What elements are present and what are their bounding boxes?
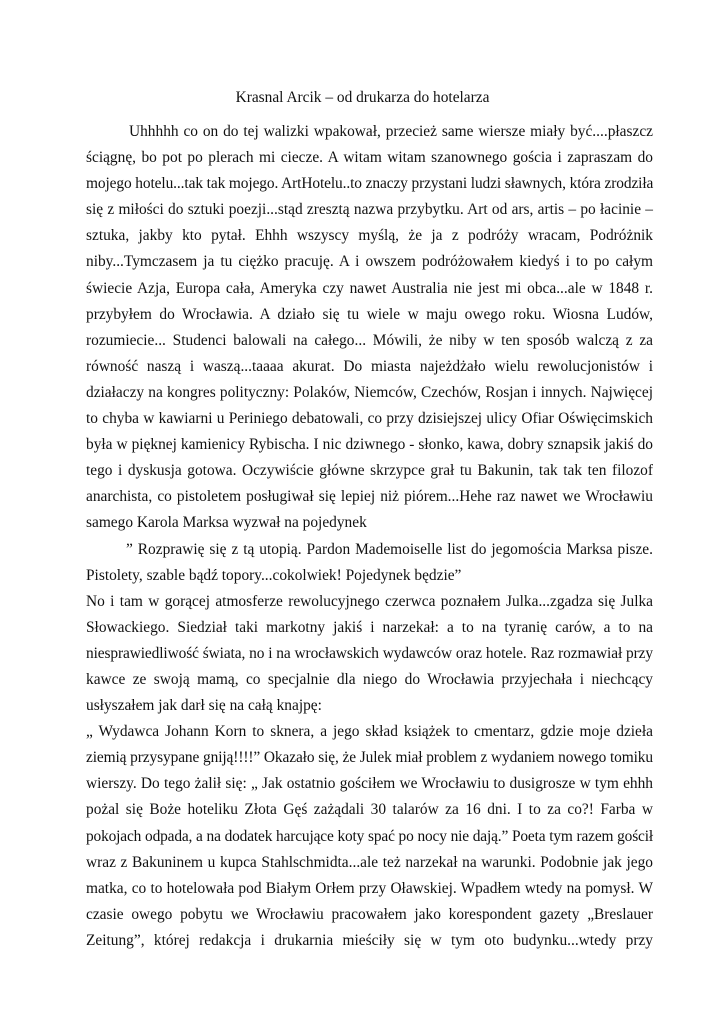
text-line: matka, co to hotelowała pod Białym Orłem przy Oławskiej. Wpadłem wtedy na pomysł. W — [86, 879, 653, 897]
text-line: usłyszałem jak darł się na całą knajpę: — [86, 697, 322, 715]
text-line: niby...Tymczasem ja tu ciężko pracuję. A i owszem podróżowałem kiedyś i to po całym — [86, 253, 653, 271]
text-line: Uhhhhh co on do tej walizki wpakował, przecież same wiersze miały być....płaszcz — [129, 123, 653, 140]
text-line: niesprawiedliwość świata, no i na wrocławskich wydawców oraz hotele. Raz rozmawiał przy — [86, 644, 653, 662]
text-line: świecie Azja, Europa cała, Ameryka czy nawet Australia nie jest mi obca...ale w 1848 r. — [86, 279, 653, 297]
text-line: Pistolety, szable bądź topory...cokolwiek! Pojedynek będzie” — [86, 566, 462, 584]
text-line: sztuka, jakby kto pytał. Ehhh wszyscy myślą, że ja z podróży wracam, Podróżnik — [86, 227, 653, 245]
text-line: No i tam w gorącej atmosferze rewolucyjnego czerwca poznałem Julka...zgadza się Julka — [86, 592, 653, 610]
text-line: pożal się Boże hoteliku Złota Gęś zażądali 30 talarów za 16 dni. I to za co?! Farba w — [86, 801, 653, 819]
text-line: ściągnę, bo pot po plerach mi ciecze. A witam witam szanownego gościa i zapraszam do — [86, 149, 653, 167]
text-line: się z miłości do sztuki poezji...stąd zresztą nazwa przybytku. Art od ars, artis – po łacinie – — [86, 201, 653, 219]
text-line: wraz z Bakuninem u kupca Stahlschmidta...ale też narzekał na warunki. Podobnie jak jego — [86, 853, 653, 871]
text-line: to chyba w kawiarni u Periniego debatowali, co przy dzisiejszej ulicy Ofiar Oświęcimskich — [86, 410, 653, 428]
document-title: Krasnal Arcik – od drukarza do hotelarza — [235, 89, 490, 106]
text-line: ” Rozprawię się z tą utopią. Pardon Mademoiselle list do jegomościa Marksa pisze. — [126, 540, 653, 558]
text-line: działaczy na kongres polityczny: Polaków, Niemców, Czechów, Rosjan i innych. Najwięcej — [86, 383, 653, 401]
text-line: wierszy. Do tego żalił się: „ Jak ostatnio gościłem we Wrocławiu to dusigrosze w tym ehhh — [86, 775, 653, 793]
text-line: była w pięknej kamienicy Rybischa. I nic dziwnego - słonko, kawa, dobry sznapsik jakiś do — [86, 436, 653, 454]
text-line: czasie owego pobytu we Wrocławiu pracowałem jako korespondent gazety „Breslauer — [86, 905, 653, 923]
text-line: „ Wydawca Johann Korn to sknera, a jego skład książek to cmentarz, gdzie moje dzieła — [86, 723, 653, 741]
text-line: ziemią przysypane gniją!!!!” Okazało się, że Julek miał problem z wydaniem nowego tomiku — [86, 749, 653, 767]
text-line: rozumiecie... Studenci balowali na całego... Mówili, że niby w ten sposób walczą z za — [86, 331, 653, 349]
text-line: tego i dyskusja gotowa. Oczywiście główne skrzypce grał tu Bakunin, tak tak ten filozof — [86, 462, 653, 480]
text-line: równość naszą i waszą...taaaa akurat. Do miasta najeżdżało wielu rewolucjonistów i — [86, 357, 653, 375]
text-line: anarchista, co pistoletem posługiwał się lepiej niż piórem...Hehe raz nawet we Wrocławiu — [86, 488, 653, 506]
text-line: Zeitung”, której redakcja i drukarnia mieściły się w tym oto budynku...wtedy przy — [86, 931, 653, 949]
document-body — [86, 119, 653, 954]
text-line: przybyłem do Wrocławia. A działo się tu wiele w maju owego roku. Wiosna Ludów, — [86, 305, 653, 323]
text-line: samego Karola Marksa wyzwał na pojedynek — [86, 514, 367, 532]
text-line: kawce ze swoją mamą, co specjalnie dla niego do Wrocławia przyjechała i niechcący — [86, 670, 653, 688]
text-line: Słowackiego. Siedział taki markotny jakiś i narzekał: a to na tyranię carów, a to na — [86, 618, 653, 636]
text-line: mojego hotelu...tak tak mojego. ArtHotelu..to znaczy przystani ludzi sławnych, która zrodziła — [86, 175, 654, 193]
text-line: pokojach odpada, a na dodatek harcujące koty spać po nocy nie dają.” Poeta tym razem gościł — [86, 827, 653, 845]
